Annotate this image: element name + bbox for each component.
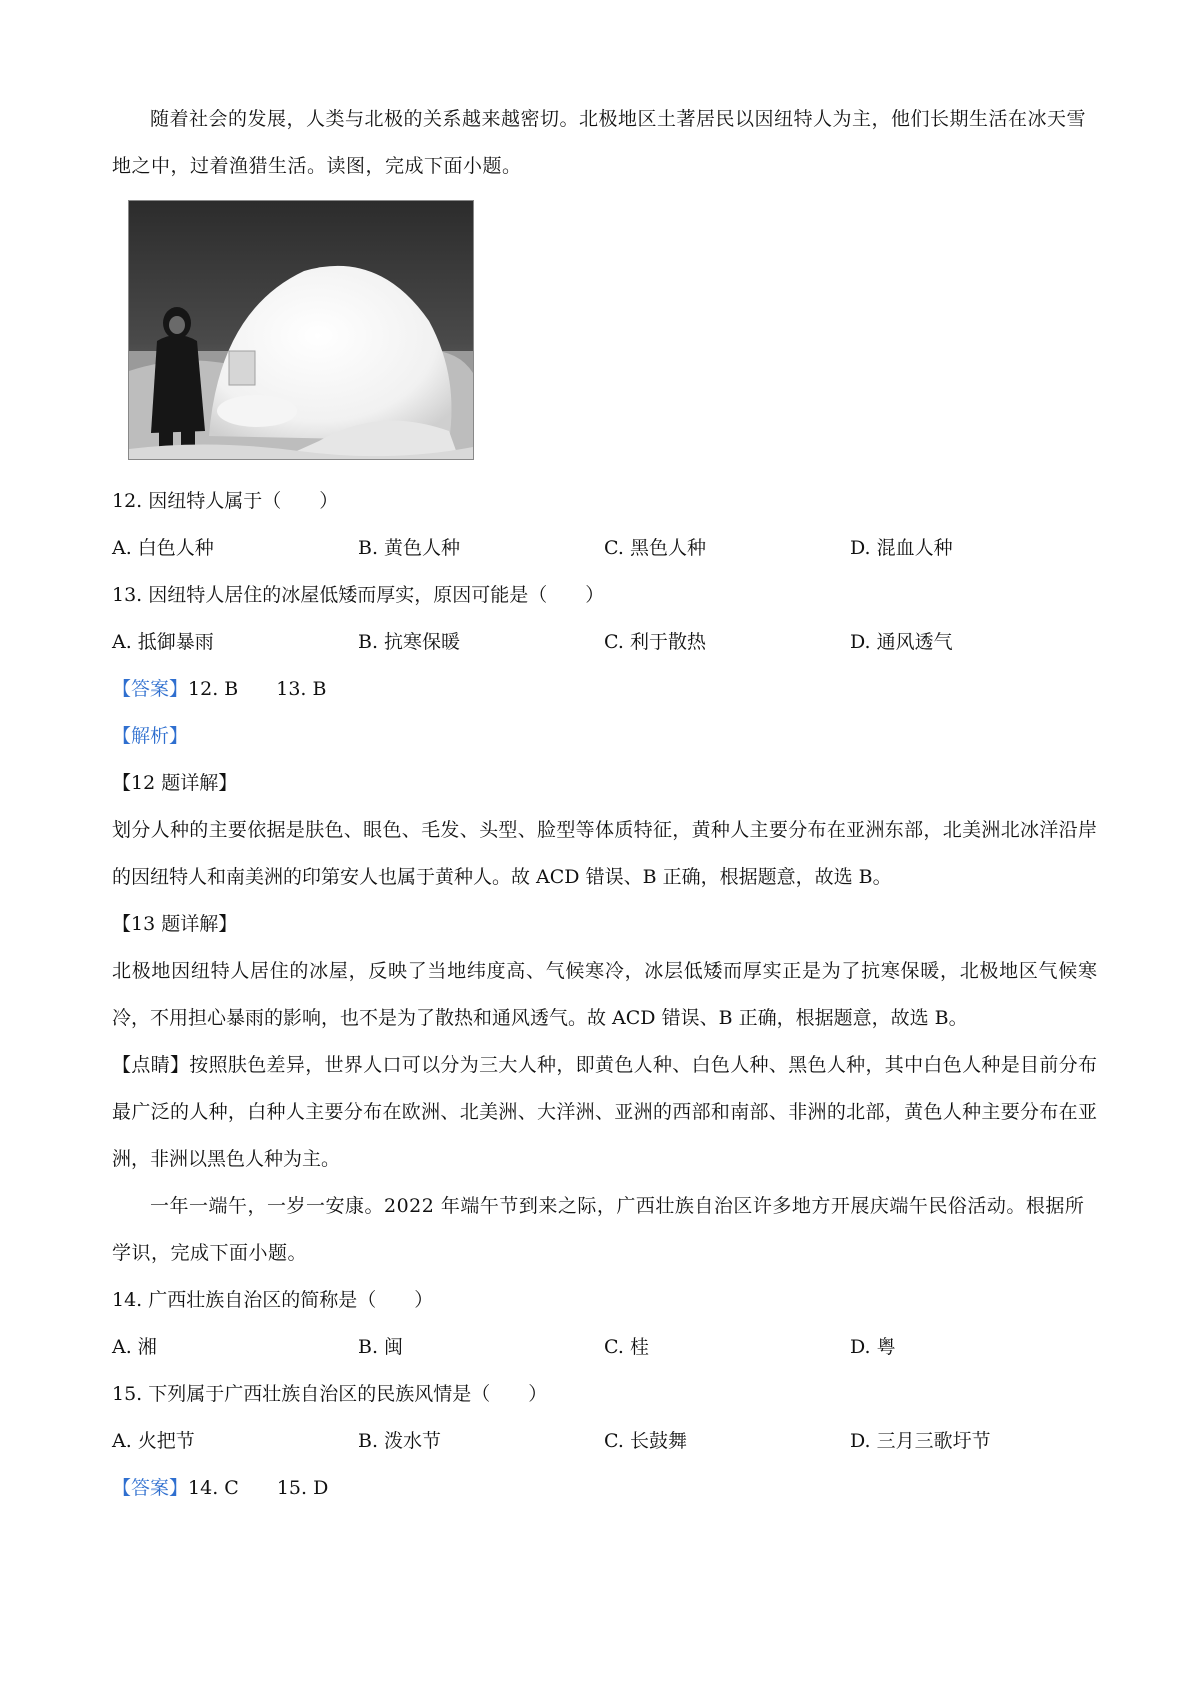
igloo-illustration [129,201,473,459]
option-12-d: D. 混血人种 [850,537,953,559]
option-14-d: D. 粤 [850,1336,896,1358]
option-12-a: A. 白色人种 [112,537,214,559]
question-13-stem: 13. 因纽特人居住的冰屋低矮而厚实，原因可能是（ ） [112,584,605,606]
detail-12-label: 【12 题详解】 [112,772,238,794]
option-12-b: B. 黄色人种 [358,537,461,559]
answer-line-1 [112,666,1097,713]
passage-intro-arctic: 随着社会的发展，人类与北极的关系越来越密切。北极地区土著居民以因纽特人为主，他们长期生活在冰天雪地之中，过着渔猎生活。读图，完成下面小题。 [112,108,1087,177]
option-12-c: C. 黑色人种 [604,537,706,559]
option-15-c: C. 长鼓舞 [604,1430,687,1452]
question-15-options [112,1418,1097,1465]
detail-12-text: 划分人种的主要依据是肤色、眼色、毛发、头型、脸型等体质特征，黄种人主要分布在亚洲东部，北美洲北冰洋沿岸的因纽特人和南美洲的印第安人也属于黄种人。故 ACD 错误、B 正确，根据题意，故选 B。 [112,819,1097,888]
answer-15: 15. D [276,1477,329,1499]
option-15-b: B. 泼水节 [358,1430,442,1452]
answer-line-2 [112,1465,1097,1512]
option-13-d: D. 通风透气 [850,631,953,653]
detail-13-text: 北极地因纽特人居住的冰屋，反映了当地纬度高、气候寒冷，冰层低矮而厚实正是为了抗寒保暖，北极地区气候寒冷，不用担心暴雨的影响，也不是为了散热和通风透气。故 ACD 错误、B 正确，根据题意，故选 B。 [112,960,1097,1029]
question-12-stem: 12. 因纽特人属于（ ） [112,490,339,512]
question-12-options [112,525,1097,572]
question-13-options [112,619,1097,666]
answer-12: 12. B [188,678,239,700]
question-15-stem: 15. 下列属于广西壮族自治区的民族风情是（ ） [112,1383,548,1405]
option-13-c: C. 利于散热 [604,631,706,653]
dianjing-text: 【点睛】按照肤色差异，世界人口可以分为三大人种，即黄色人种、白色人种、黑色人种，其中白色人种是目前分布最广泛的人种，白种人主要分布在欧洲、北美洲、大洋洲、亚洲的西部和南部、非洲的北部，黄色人种主要分布在亚洲，非洲以黑色人种为主。 [112,1054,1097,1170]
option-15-a: A. 火把节 [112,1430,195,1452]
question-14-options [112,1324,1097,1371]
passage-intro-guangxi: 一年一端午，一岁一安康。2022 年端午节到来之际，广西壮族自治区许多地方开展庆端午民俗活动。根据所学识，完成下面小题。 [112,1195,1085,1264]
answer-14: 14. C [188,1477,239,1499]
detail-13-label: 【13 题详解】 [112,913,238,935]
igloo-photo [128,200,474,460]
option-14-b: B. 闽 [358,1336,404,1358]
analysis-label: 【解析】 [112,725,189,747]
answer-label-2: 【答案】 [112,1477,189,1499]
option-14-a: A. 湘 [112,1336,157,1358]
option-14-c: C. 桂 [604,1336,649,1358]
answer-13: 13. B [276,678,327,700]
option-13-a: A. 抵御暴雨 [112,631,214,653]
answer-label-1: 【答案】 [112,678,189,700]
option-13-b: B. 抗寒保暖 [358,631,461,653]
option-15-d: D. 三月三歌圩节 [850,1430,991,1452]
question-14-stem: 14. 广西壮族自治区的简称是（ ） [112,1289,434,1311]
document-page [112,96,1097,1512]
